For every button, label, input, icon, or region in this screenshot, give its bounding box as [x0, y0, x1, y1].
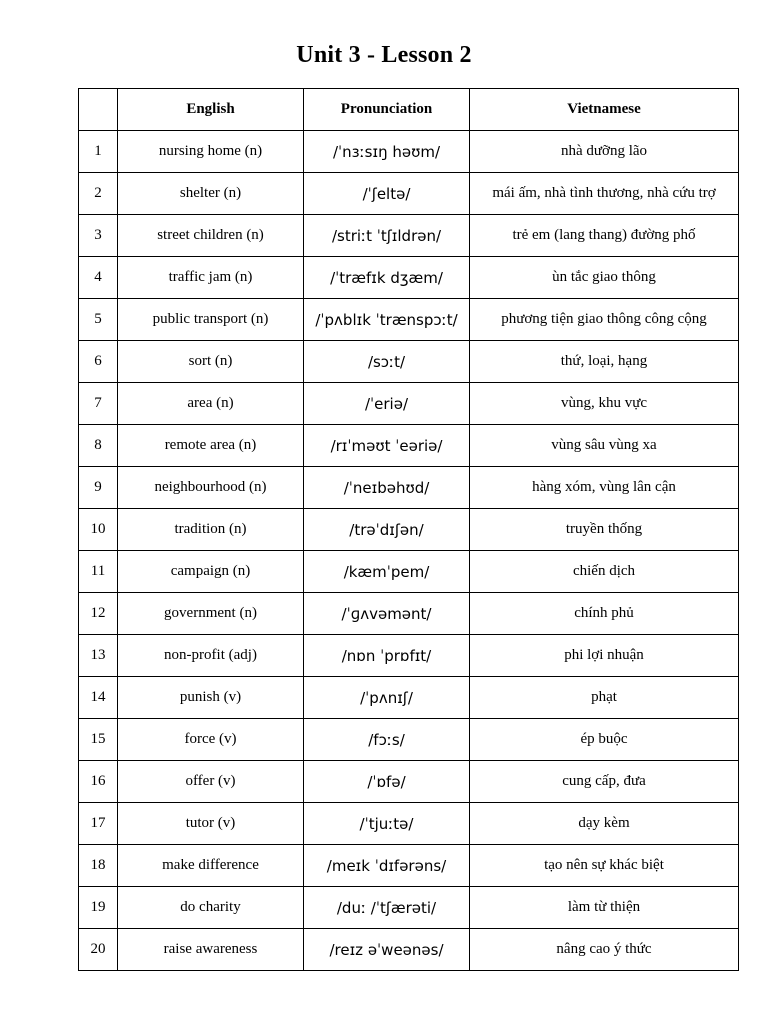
pronunciation: /ˈeriə/ [304, 383, 470, 425]
pronunciation: /ˈpʌnɪʃ/ [304, 677, 470, 719]
pronunciation: /fɔːs/ [304, 719, 470, 761]
table-row [79, 215, 739, 257]
table-row [79, 467, 739, 509]
vietnamese-meaning: ép buộc [470, 719, 739, 761]
table-row [79, 761, 739, 803]
pronunciation: /reɪz əˈweənəs/ [304, 929, 470, 971]
table-row [79, 425, 739, 467]
vietnamese-meaning: truyền thống [470, 509, 739, 551]
pronunciation: /kæmˈpem/ [304, 551, 470, 593]
vietnamese-meaning: vùng sâu vùng xa [470, 425, 739, 467]
row-number: 12 [79, 593, 118, 635]
row-number: 18 [79, 845, 118, 887]
english-word: campaign (n) [118, 551, 304, 593]
row-number: 1 [79, 131, 118, 173]
english-word: remote area (n) [118, 425, 304, 467]
english-word: make difference [118, 845, 304, 887]
english-word: sort (n) [118, 341, 304, 383]
table-row [79, 551, 739, 593]
table-row [79, 677, 739, 719]
pronunciation: /duː /ˈtʃærəti/ [304, 887, 470, 929]
table-row [79, 341, 739, 383]
table-row [79, 131, 739, 173]
header-pronunciation: Pronunciation [304, 89, 470, 131]
table-row [79, 593, 739, 635]
vietnamese-meaning: nâng cao ý thức [470, 929, 739, 971]
row-number: 13 [79, 635, 118, 677]
table-row [79, 299, 739, 341]
row-number: 9 [79, 467, 118, 509]
table-row [79, 509, 739, 551]
row-number: 5 [79, 299, 118, 341]
english-word: area (n) [118, 383, 304, 425]
vietnamese-meaning: mái ấm, nhà tình thương, nhà cứu trợ [470, 173, 739, 215]
page-title: Unit 3 - Lesson 2 [296, 42, 472, 68]
vietnamese-meaning: phạt [470, 677, 739, 719]
row-number: 7 [79, 383, 118, 425]
pronunciation: /ˈtræfɪk dʒæm/ [304, 257, 470, 299]
vietnamese-meaning: phi lợi nhuận [470, 635, 739, 677]
vietnamese-meaning: chính phủ [470, 593, 739, 635]
vietnamese-meaning: thứ, loại, hạng [470, 341, 739, 383]
vietnamese-meaning: tạo nên sự khác biệt [470, 845, 739, 887]
row-number: 10 [79, 509, 118, 551]
vocabulary-table [78, 88, 739, 971]
table-row [79, 887, 739, 929]
english-word: offer (v) [118, 761, 304, 803]
pronunciation: /rɪˈməʊt ˈeəriə/ [304, 425, 470, 467]
row-number: 6 [79, 341, 118, 383]
row-number: 3 [79, 215, 118, 257]
vietnamese-meaning: vùng, khu vực [470, 383, 739, 425]
vietnamese-meaning: hàng xóm, vùng lân cận [470, 467, 739, 509]
english-word: tradition (n) [118, 509, 304, 551]
vietnamese-meaning: phương tiện giao thông công cộng [470, 299, 739, 341]
pronunciation: /ˈɒfə/ [304, 761, 470, 803]
table-row [79, 929, 739, 971]
english-word: traffic jam (n) [118, 257, 304, 299]
table-row [79, 635, 739, 677]
row-number: 17 [79, 803, 118, 845]
header-english: English [118, 89, 304, 131]
vietnamese-meaning: dạy kèm [470, 803, 739, 845]
english-word: public transport (n) [118, 299, 304, 341]
table-row [79, 173, 739, 215]
table-header-row [79, 89, 739, 131]
english-word: punish (v) [118, 677, 304, 719]
table-row [79, 383, 739, 425]
table-row [79, 257, 739, 299]
row-number: 8 [79, 425, 118, 467]
pronunciation: /ˈɡʌvəmənt/ [304, 593, 470, 635]
table-row [79, 803, 739, 845]
pronunciation: /trəˈdɪʃən/ [304, 509, 470, 551]
header-vietnamese: Vietnamese [470, 89, 739, 131]
english-word: street children (n) [118, 215, 304, 257]
row-number: 4 [79, 257, 118, 299]
english-word: tutor (v) [118, 803, 304, 845]
pronunciation: /ˈtjuːtə/ [304, 803, 470, 845]
pronunciation: /meɪk ˈdɪfərəns/ [304, 845, 470, 887]
english-word: neighbourhood (n) [118, 467, 304, 509]
english-word: do charity [118, 887, 304, 929]
table-row [79, 719, 739, 761]
vietnamese-meaning: trẻ em (lang thang) đường phố [470, 215, 739, 257]
table-row [79, 845, 739, 887]
pronunciation: /striːt ˈtʃɪldrən/ [304, 215, 470, 257]
vietnamese-meaning: nhà dưỡng lão [470, 131, 739, 173]
header-number [79, 89, 118, 131]
vietnamese-meaning: chiến dịch [470, 551, 739, 593]
pronunciation: /ˈneɪbəhʊd/ [304, 467, 470, 509]
english-word: shelter (n) [118, 173, 304, 215]
table-body [79, 131, 739, 971]
vietnamese-meaning: ùn tắc giao thông [470, 257, 739, 299]
english-word: nursing home (n) [118, 131, 304, 173]
row-number: 16 [79, 761, 118, 803]
english-word: force (v) [118, 719, 304, 761]
row-number: 15 [79, 719, 118, 761]
row-number: 20 [79, 929, 118, 971]
pronunciation: /ˈnɜːsɪŋ həʊm/ [304, 131, 470, 173]
vietnamese-meaning: làm từ thiện [470, 887, 739, 929]
pronunciation: /nɒn ˈprɒfɪt/ [304, 635, 470, 677]
row-number: 11 [79, 551, 118, 593]
row-number: 19 [79, 887, 118, 929]
english-word: raise awareness [118, 929, 304, 971]
pronunciation: /ˈʃeltə/ [304, 173, 470, 215]
english-word: non-profit (adj) [118, 635, 304, 677]
english-word: government (n) [118, 593, 304, 635]
pronunciation: /sɔːt/ [304, 341, 470, 383]
row-number: 14 [79, 677, 118, 719]
row-number: 2 [79, 173, 118, 215]
vietnamese-meaning: cung cấp, đưa [470, 761, 739, 803]
pronunciation: /ˈpʌblɪk ˈtrænspɔːt/ [304, 299, 470, 341]
